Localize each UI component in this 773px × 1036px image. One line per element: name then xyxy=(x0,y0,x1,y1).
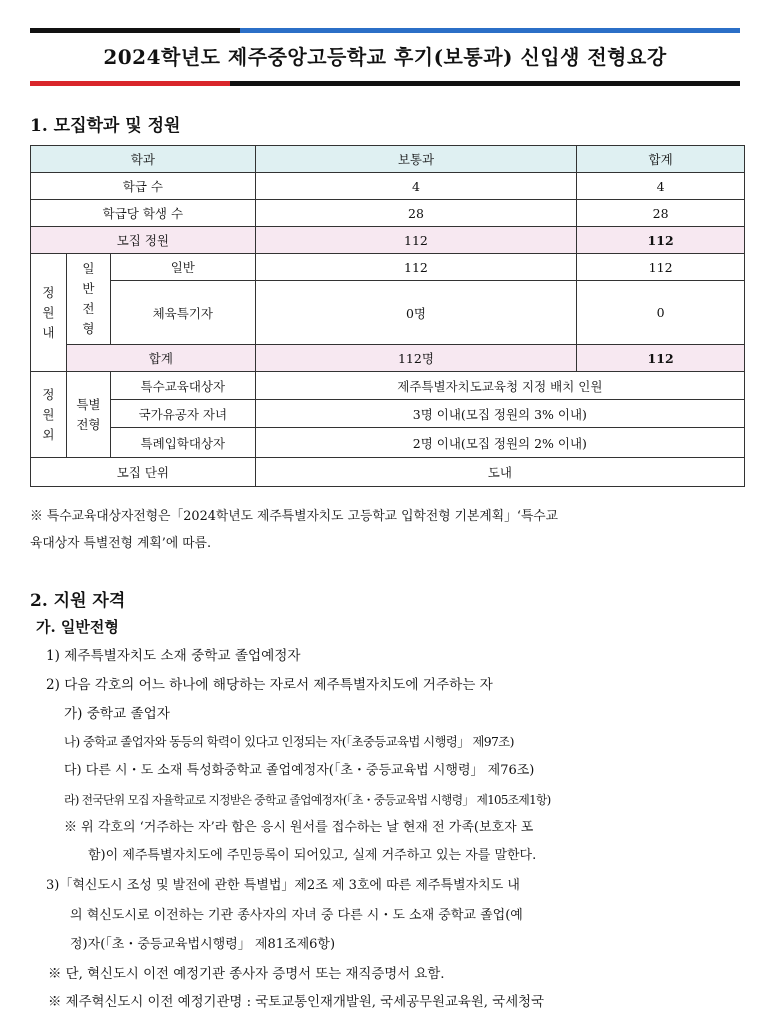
list-item: 가) 중학교 졸업자 xyxy=(64,706,170,722)
header-total: 합계 xyxy=(577,146,745,173)
inside-subgroup-label xyxy=(66,254,110,345)
cell-general: 0명 xyxy=(255,281,577,345)
cell-general: 112 xyxy=(255,227,577,254)
cell-total: 112 xyxy=(577,254,745,281)
table-row xyxy=(31,428,745,458)
cell-total: 112 xyxy=(577,227,745,254)
outside-subgroup-label xyxy=(66,372,110,458)
row-label: 특수교육대상자 xyxy=(110,372,255,400)
list-item-note: 함)이 제주특별자치도에 주민등록이 되어있고, 실제 거주하고 있는 자를 말한다. xyxy=(88,848,537,863)
cell-value: 제주특별자치도교육청 지정 배치 인원 xyxy=(255,372,744,400)
list-item: 3)「혁신도시 조성 및 발전에 관한 특별법」제2조 제 3호에 따른 제주특별자치도 내 xyxy=(46,878,520,893)
inside-group-label xyxy=(31,254,67,372)
list-item: 2) 다음 각호의 어느 하나에 해당하는 자로서 제주특별자치도에 거주하는 자 xyxy=(46,677,493,693)
outside-subgroup-text: 특별전형 xyxy=(76,396,101,432)
cell-value: 2명 이내(모집 정원의 2% 이내) xyxy=(255,428,744,458)
quota-table xyxy=(30,145,745,487)
inside-subgroup-text: 일반전형 xyxy=(82,261,95,336)
title-bar-bottom-right xyxy=(230,81,740,86)
cell-general: 112 xyxy=(255,254,577,281)
cell-value: 3명 이내(모집 정원의 3% 이내) xyxy=(255,400,744,428)
cell-total: 4 xyxy=(577,173,745,200)
subsection-heading: 가. 일반전형 xyxy=(36,618,119,636)
cell-general: 28 xyxy=(255,200,577,227)
row-label: 모집 정원 xyxy=(31,227,256,254)
cell-total: 0 xyxy=(577,281,745,345)
table-row xyxy=(31,345,745,372)
table-row xyxy=(31,281,745,345)
row-label: 국가유공자 자녀 xyxy=(110,400,255,428)
row-label: 일반 xyxy=(110,254,255,281)
table-row xyxy=(31,173,745,200)
table-row xyxy=(31,227,745,254)
row-label: 특례입학대상자 xyxy=(110,428,255,458)
note-line: ※ 특수교육대상자전형은「2024학년도 제주특별자치도 고등학교 입학전형 기본계획」‘특수교 xyxy=(30,509,559,524)
title-bar-bottom-left xyxy=(30,81,230,86)
header-general: 보통과 xyxy=(255,146,577,173)
cell-total: 28 xyxy=(577,200,745,227)
title-banner xyxy=(30,28,740,86)
note-line: 육대상자 특별전형 계획’에 따름. xyxy=(30,536,212,551)
document-title: 2024학년도 제주중앙고등학교 후기(보통과) 신입생 전형요강 xyxy=(103,45,667,69)
outside-group-label xyxy=(31,372,67,458)
list-item: 정)자(「초・중등교육법시행령」 제81조제6항) xyxy=(70,937,336,952)
row-label: 모집 단위 xyxy=(31,458,256,487)
cell-total: 112 xyxy=(577,345,745,372)
list-item: 나) 중학교 졸업자와 동등의 학력이 있다고 인정되는 자(「초중등교육법 시행령」 제97조) xyxy=(64,734,514,749)
row-label: 체육특기자 xyxy=(110,281,255,345)
table-row xyxy=(31,400,745,428)
footnote: ※ 제주혁신도시 이전 예정기관명 : 국토교통인재개발원, 국세공무원교육원, 국세청국 xyxy=(48,995,545,1010)
outside-group-text: 정원외 xyxy=(42,386,55,442)
section2-heading: 2. 지원 자격 xyxy=(30,591,126,611)
table-row xyxy=(31,254,745,281)
cell-general: 112명 xyxy=(255,345,577,372)
list-item: 의 혁신도시로 이전하는 기관 종사자의 자녀 중 다른 시・도 소재 중학교 졸업(예 xyxy=(70,908,523,923)
section1-note xyxy=(30,503,745,557)
list-item: 라) 전국단위 모집 자율학교로 지정받은 중학교 졸업예정자(「초・중등교육법 시행령」 제105조제1항) xyxy=(64,793,551,807)
table-row xyxy=(31,458,745,487)
row-label: 합계 xyxy=(66,345,255,372)
header-dept: 학과 xyxy=(31,146,256,173)
row-label: 학급당 학생 수 xyxy=(31,200,256,227)
list-item: 1) 제주특별자치도 소재 중학교 졸업예정자 xyxy=(46,648,301,664)
table-row xyxy=(31,200,745,227)
inside-group-text: 정원내 xyxy=(42,284,55,340)
table-row xyxy=(31,372,745,400)
list-item: 다) 다른 시・도 소재 특성화중학교 졸업예정자(「초・중등교육법 시행령」 제76조) xyxy=(64,763,535,778)
section1-heading: 1. 모집학과 및 정원 xyxy=(30,116,181,136)
table-row xyxy=(31,146,745,173)
footnote: ※ 단, 혁신도시 이전 예정기관 종사자 증명서 또는 재직증명서 요함. xyxy=(48,967,445,982)
cell-general: 4 xyxy=(255,173,577,200)
cell-value: 도내 xyxy=(255,458,744,487)
list-item-note: ※ 위 각호의 ‘거주하는 자’라 함은 응시 원서를 접수하는 날 현재 전 가족(보호자 포 xyxy=(64,820,534,835)
row-label: 학급 수 xyxy=(31,173,256,200)
